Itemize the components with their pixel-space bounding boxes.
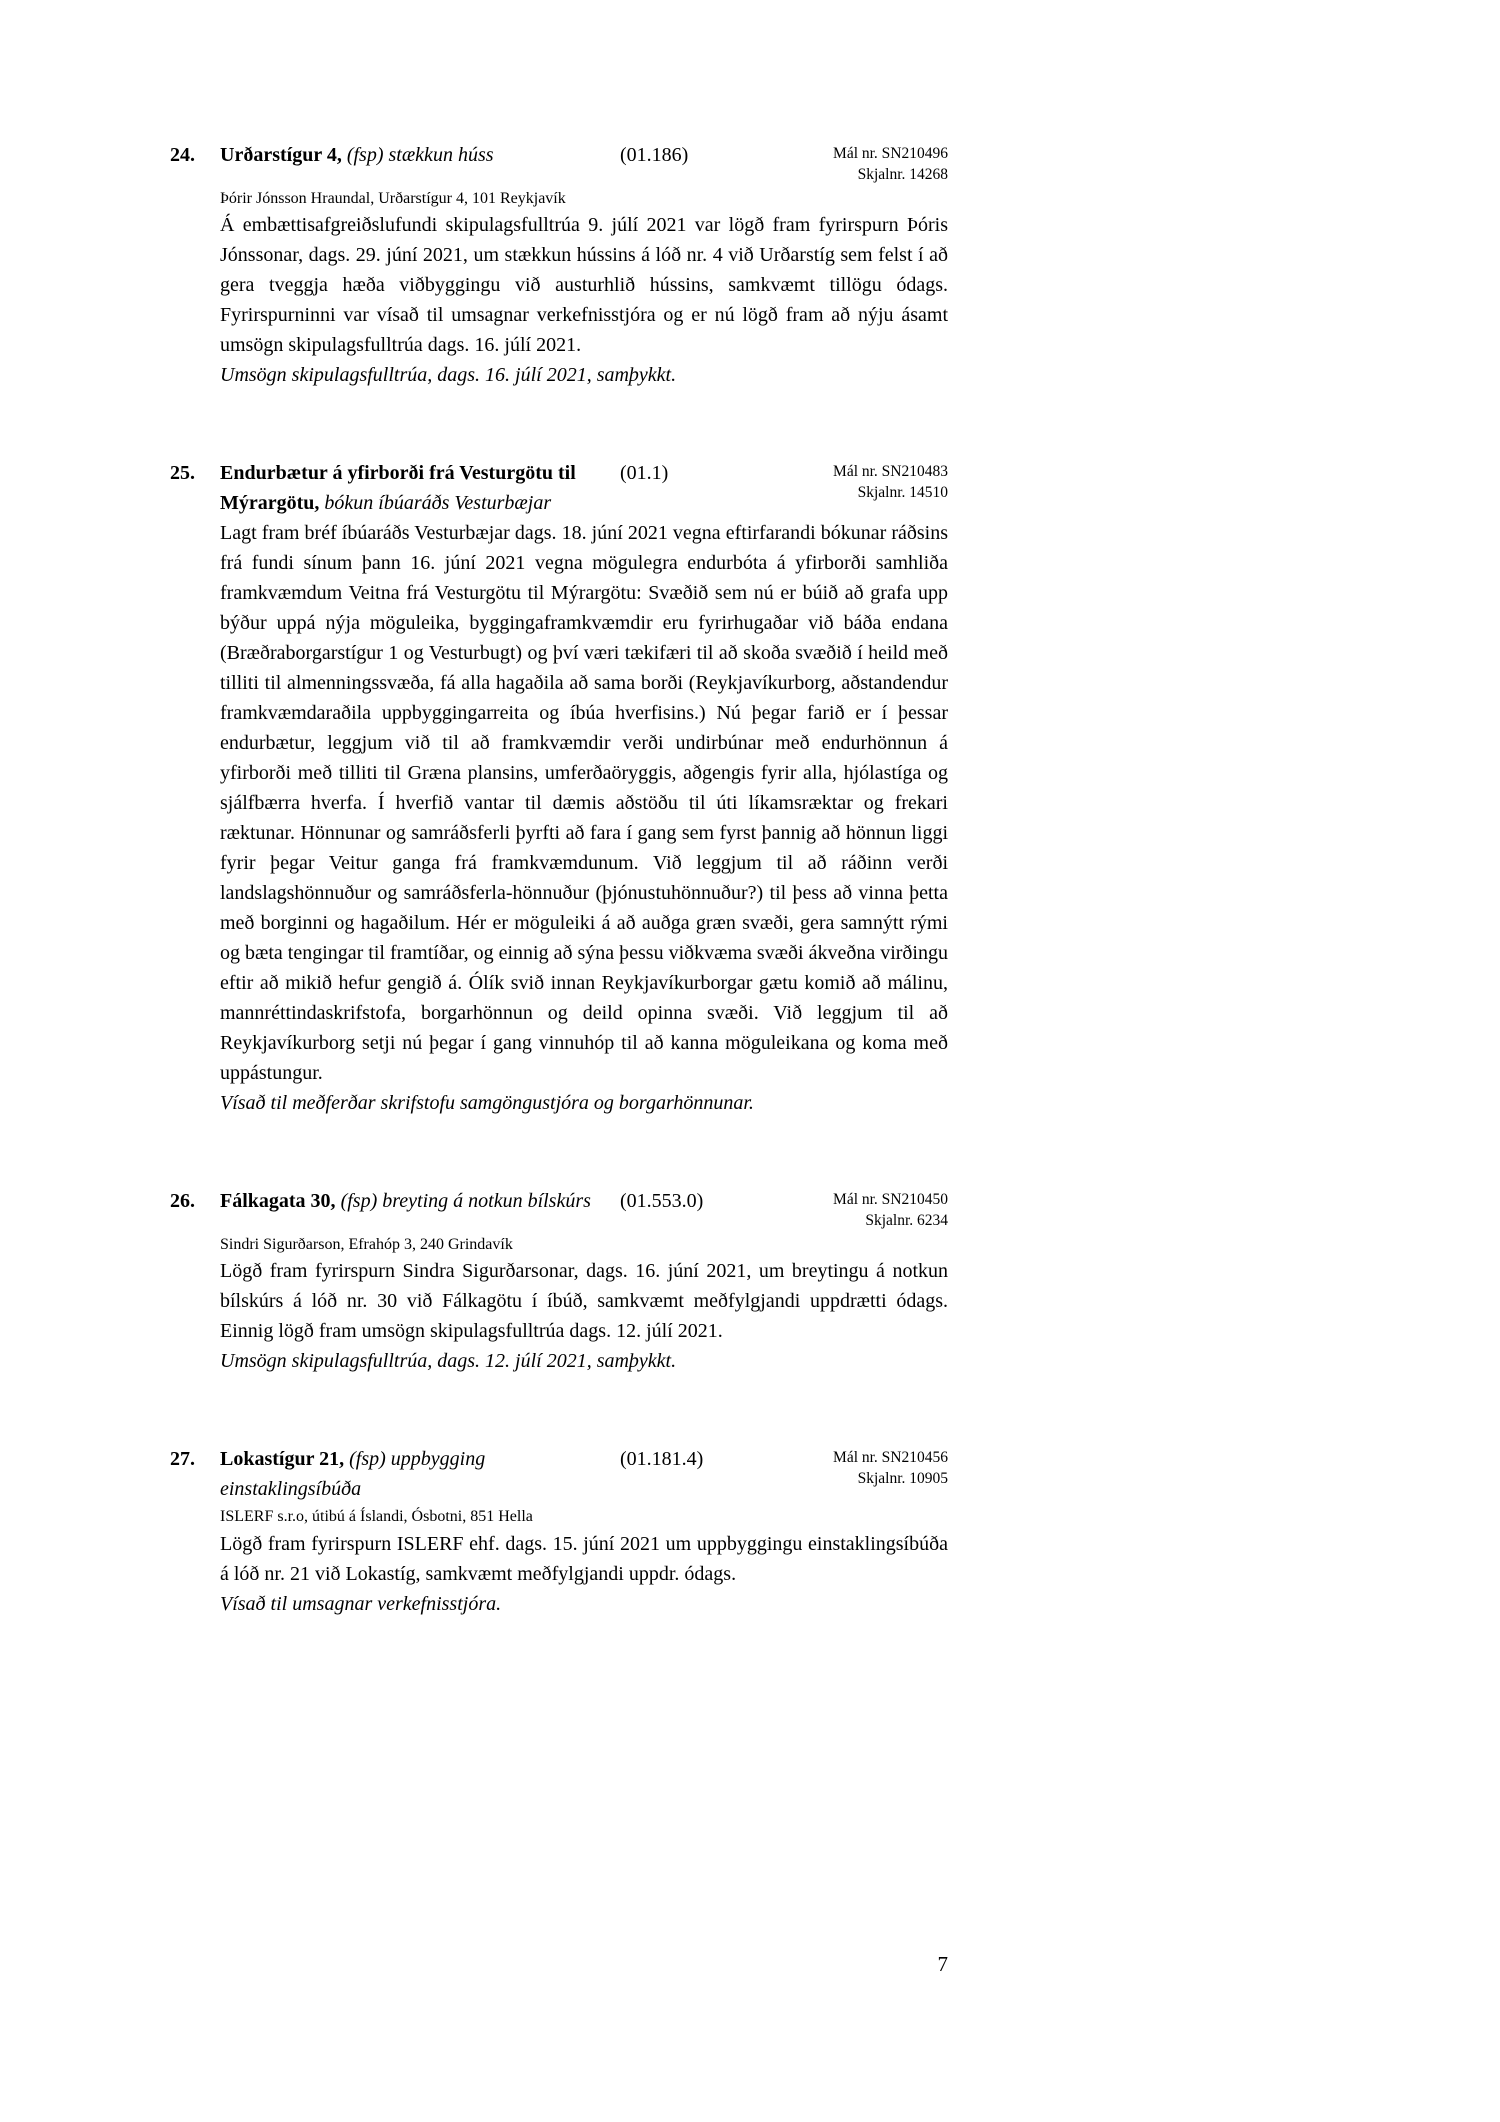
- item-header: [220, 1186, 948, 1232]
- item-number: 24.: [170, 144, 195, 166]
- item-resolution: Vísað til meðferðar skrifstofu samgöngustjóra og borgarhönnunar.: [220, 1092, 754, 1115]
- item-body-text: Lögð fram fyrirspurn ISLERF ehf. dags. 15. júní 2021 um uppbyggingu einstaklingsíbúða á lóð nr. 21 við Lokastíg, samkvæmt meðfylgjandi uppdr. ódags.: [220, 1532, 948, 1585]
- item-body-text: Lögð fram fyrirspurn Sindra Sigurðarsonar, dags. 16. júní 2021, um breytingu á notkun bílskúrs á lóð nr. 30 við Fálkagötu í íbúð, samkvæmt meðfylgjandi uppdrætti ódags. Einnig lögð fram umsögn skipulagsfulltrúa dags. 12. júlí 2021.: [220, 1260, 948, 1343]
- item-zoning-code: (01.1): [620, 462, 669, 485]
- item-content: [220, 1186, 948, 1376]
- item-header: [220, 140, 948, 186]
- item-body-text: Lagt fram bréf íbúaráðs Vesturbæjar dags. 18. júní 2021 vegna eftirfarandi bókunar ráðsins frá fundi sínum þann 16. júní 2021 vegna mögulegra endurbóta á yfirborði samhliða framkvæmdum Veitna frá Vesturgötu til Mýrargötu: Svæðið sem nú er búið að grafa upp býður uppá nýja möguleika, byggingaframkvæmdir eru fyrirhugaðar við báða endana (Bræðraborgarstígur 1 og Vesturbugt) og því væri tækifæri til að skoða svæðið í heild með tilliti til almenningssvæða, fá alla hagaðila að sama borði (Reykjavíkurborg, aðstandendur framkvæmdaraðila uppbyggingarreita og íbúa hverfisins.) Nú þegar farið er í þessar endurbætur, leggjum við til að framkvæmdir verði undirbúnar með endurhönnun á yfirborði með tilliti til Græna plansins, umferðaöryggis, aðgengis fyrir alla, hjólastíga og sjálfbærra hverfa. Í hverfið vantar til dæmis aðstöðu til úti líkamsræktar og frekari ræktunar. Hönnunar og samráðsferli þyrfti að fara í gang sem fyrst þannig að hönnun liggi fyrir þegar Veitur ganga frá framkvæmdunum. Við leggjum til að ráðinn verði landslagshönnuður og samráðsferla-hönnuður (þjónustuhönnuður?) til þess að vinna þetta með borginni og hagaðilum. Hér er möguleiki á að auðga græn svæði, gera samnýtt rými og bæta tengingar til framtíðar, og einnig að sýna þessu viðkvæma svæði ákveðna virðingu eftir að mikið hefur gengið á. Ólík svið innan Reykjavíkurborgar gætu komið að málinu, mannréttindaskrifstofa, borgarhönnun og deild opinna svæði. Við leggjum til að Reykjavíkurborg setji nú þegar í gang vinnuhóp til að kanna möguleikana og koma með uppástungur.: [220, 522, 948, 1085]
- item-title-bold: Urðarstígur 4,: [220, 144, 342, 166]
- item-content: [220, 1444, 948, 1618]
- item-body-text: Á embættisafgreiðslufundi skipulagsfulltrúa 9. júlí 2021 var lögð fram fyrirspurn Þóris Jónssonar, dags. 29. júní 2021, um stækkun hússins á lóð nr. 4 við Urðarstíg sem felst í að gera tveggja hæða viðbyggingu við austurhlið hússins, samkvæmt tillögu ódags. Fyrirspurninni var vísað til umsagnar verkefnisstjóra og er nú lögð fram að nýju ásamt umsögn skipulagsfulltrúa dags. 16. júlí 2021.: [220, 214, 948, 357]
- item-title-bold: Fálkagata 30,: [220, 1190, 336, 1213]
- page-number: 7: [937, 1952, 948, 1976]
- item-content: [220, 140, 948, 390]
- item-title-bold: Endurbætur á yfirborði frá Vesturgötu til Mýrargötu,: [220, 462, 576, 515]
- item-title: [220, 458, 620, 518]
- item-title: [220, 1444, 620, 1504]
- item-header: [220, 1444, 948, 1504]
- document-number: Skjalnr. 10905: [857, 1470, 948, 1488]
- item-number: 27.: [170, 1448, 195, 1471]
- item-resolution: Umsögn skipulagsfulltrúa, dags. 12. júlí 2021, samþykkt.: [220, 1350, 677, 1373]
- agenda-item-24: [170, 140, 948, 390]
- item-reference: [780, 140, 948, 186]
- item-reference: [780, 458, 948, 504]
- item-zoning-code: (01.181.4): [620, 1448, 704, 1471]
- item-number: 25.: [170, 462, 195, 485]
- agenda-item-27: [170, 1444, 948, 1618]
- item-title-subtitle: bókun íbúaráðs Vesturbæjar: [324, 492, 552, 515]
- item-title: [220, 140, 620, 170]
- item-reference: [780, 1444, 948, 1490]
- applicant-line: Þórir Jónsson Hraundal, Urðarstígur 4, 101 Reykjavík: [220, 189, 566, 207]
- item-header: [220, 458, 948, 518]
- item-reference: [780, 1186, 948, 1232]
- case-number: Mál nr. SN210450: [833, 1191, 948, 1209]
- item-number: 26.: [170, 1190, 195, 1213]
- item-content: [220, 458, 948, 1118]
- item-zoning-code: (01.186): [620, 144, 689, 166]
- case-number: Mál nr. SN210483: [833, 463, 948, 481]
- item-title-subtitle: (fsp) stækkun húss: [346, 144, 494, 166]
- item-title: [220, 1186, 620, 1216]
- agenda-items: [170, 140, 948, 1687]
- item-resolution: Umsögn skipulagsfulltrúa, dags. 16. júlí 2021, samþykkt.: [220, 364, 677, 387]
- item-title-bold: Lokastígur 21,: [220, 1448, 345, 1471]
- document-number: Skjalnr. 14510: [857, 484, 948, 502]
- applicant-line: ISLERF s.r.o, útibú á Íslandi, Ósbotni, 851 Hella: [220, 1508, 533, 1526]
- item-resolution: Vísað til umsagnar verkefnisstjóra.: [220, 1592, 502, 1615]
- agenda-item-25: [170, 458, 948, 1118]
- agenda-item-26: [170, 1186, 948, 1376]
- item-title-subtitle: (fsp) uppbygging einstaklingsíbúða: [220, 1448, 486, 1501]
- item-zoning-code: (01.553.0): [620, 1190, 704, 1213]
- case-number: Mál nr. SN210456: [833, 1449, 948, 1467]
- document-number: Skjalnr. 6234: [865, 1212, 948, 1230]
- item-title-subtitle: (fsp) breyting á notkun bílskúrs: [340, 1190, 591, 1213]
- document-number: Skjalnr. 14268: [857, 165, 948, 183]
- applicant-line: Sindri Sigurðarson, Efrahóp 3, 240 Grindavík: [220, 1236, 513, 1254]
- case-number: Mál nr. SN210496: [833, 145, 948, 162]
